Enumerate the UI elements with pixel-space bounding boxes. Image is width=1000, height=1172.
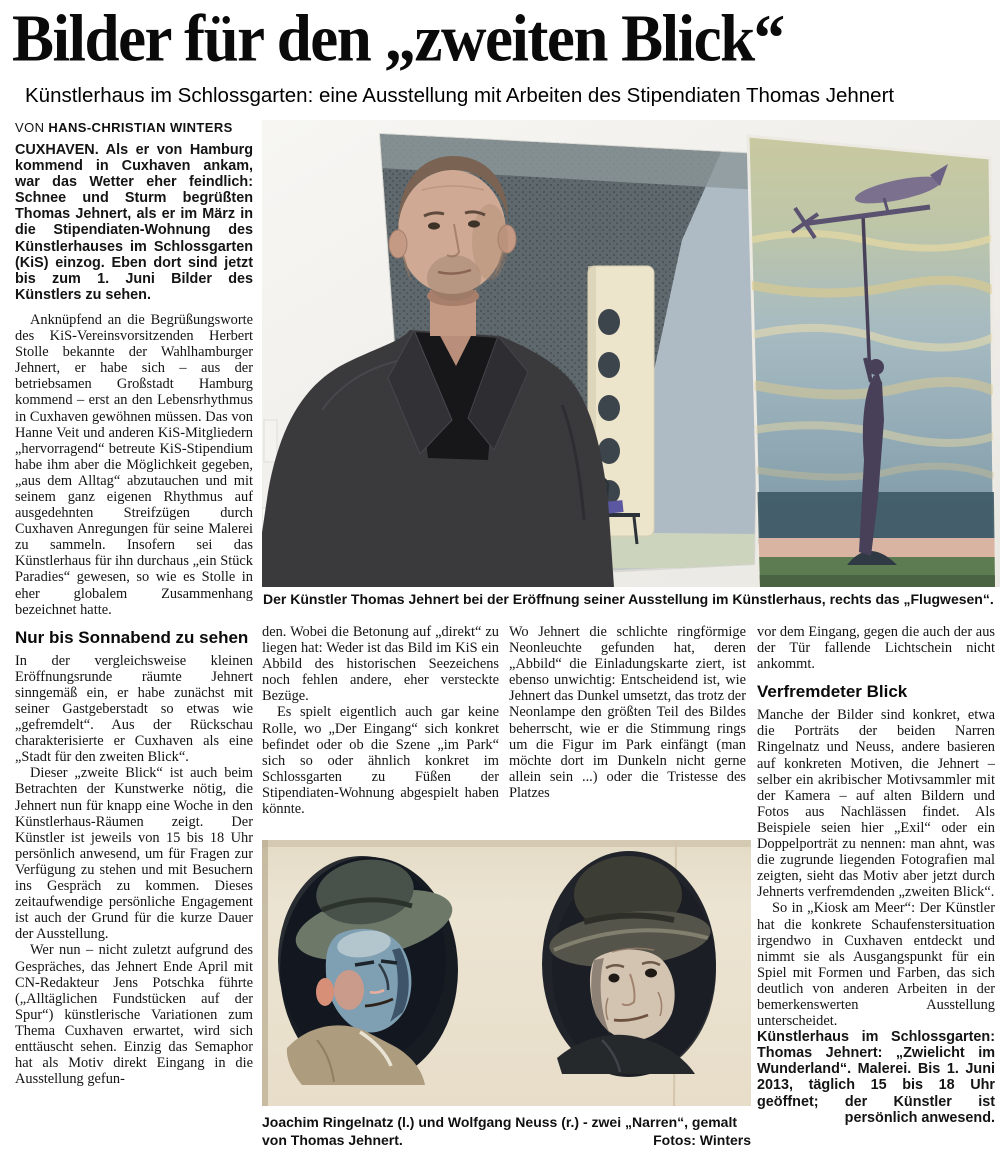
- article-column-1: [15, 120, 253, 1172]
- photo-portraits: [262, 840, 751, 1106]
- photo-caption-main: Der Künstler Thomas Jehnert bei der Eröffnung seiner Ausstellung im Künstlerhaus, rechts das „Flugwesen“.: [263, 591, 994, 607]
- photo-credit: Fotos: Winters: [653, 1131, 751, 1148]
- lead-paragraph: CUXHAVEN. Als er von Hamburg kommend in Cuxhaven ankam, war das Wetter eher feindlich: Schnee und Sturm begrüßten Thomas Jehnert, als er im März in die Stipendiaten-Wohnung des Künstlerhauses im Schlossgarten (KiS) einzog. Eben dort sind jetzt bis zum 1. Juni Bilder des Künstlers zu sehen.: [15, 142, 253, 303]
- headline: Bilder für den „zweiten Blick“: [12, 1, 784, 76]
- paragraph: So in „Kiosk am Meer“: Der Künstler hat die konkrete Schaufenstersituation irgendwo in Cuxhaven entdeckt und nimmt sie als Ausgangspunkt für ein Spiel mit Formen und Farben, das sich deutlich von anderen Arbeiten in der bemerkenswerten Ausstellung unterscheidet.: [757, 900, 995, 1030]
- section-subhead-sonnabend: Nur bis Sonnabend zu sehen: [15, 627, 249, 647]
- photo-caption-portraits: [262, 1114, 751, 1149]
- caption-text: Joachim Ringelnatz (l.) und Wolfgang Neuss (r.) - zwei „Narren“, gemalt von Thomas Jehnert.: [262, 1114, 738, 1148]
- byline-prefix: VON: [15, 120, 49, 135]
- section-subhead-verfremdeter-blick: Verfremdeter Blick: [757, 682, 908, 702]
- exhibition-info-box: Künstlerhaus im Schlossgarten: Thomas Jehnert: „Zwielicht im Wunderland“. Malerei. Bis 1. Juni 2013, täglich 15 bis 18 Uhr geöffnet; der Künstler ist persönlich anwesend.: [757, 1029, 995, 1126]
- photo-main-artist: [262, 120, 1000, 587]
- article-column-3: [509, 624, 746, 838]
- paragraph: Es spielt eigentlich auch gar keine Rolle, wo „Der Eingang“ sich konkret befindet oder ob die Szene „im Park“ sich so oder ähnlich konkret im Schlossgarten zu Füßen der Stipendiaten-Wohnung abgespielt haben könnte.: [262, 704, 499, 818]
- paragraph: Manche der Bilder sind konkret, etwa die Porträts der beiden Narren Ringelnatz und Neuss, andere basieren auf konkreten Motiven, die Jehnert – selber ein akribischer Motivsammler mit der Kamera – auf alten Bildern und Fotos aus Nachlässen findet. Als Beispiele seien hier „Exil“ oder ein Doppelporträt zu nennen: man ahnt, was die zugrunde liegenden Fotografien mal zeigten, sieht das Motiv aber jetzt durch Jehnerts verfremdenden „zweiten Blick“.: [757, 707, 995, 901]
- paragraph: vor dem Eingang, gegen die auch der aus der Tür fallende Lichtschein nicht ankommt.: [757, 624, 995, 673]
- portrait-neuss: [542, 851, 716, 1077]
- byline-author: HANS-CHRISTIAN WINTERS: [48, 120, 233, 135]
- article-column-4: [757, 624, 995, 1172]
- subheadline: Künstlerhaus im Schlossgarten: eine Ausstellung mit Arbeiten des Stipendiaten Thomas Jehnert: [25, 84, 895, 107]
- paragraph: Anknüpfend an die Begrüßungsworte des KiS-Vereinsvorsitzenden Herbert Stolle bekannte der Wahlhamburger Jehnert, er habe sich – aus der betriebsamen Großstadt Hamburg kommend – erst an den Lebensrhythmus in Cuxhaven gewöhnen müssen. Das von Hanne Veit und anderen KiS-Mitgliedern „hervorragend“ betreute KiS-Stipendium habe ihm aber die Möglichkeit gegeben, „aus dem Alltag“ abzutauchen und mit seinem ganz eigenen Rhythmus auf ausgedehnten Streifzügen durch Cuxhaven Anregungen für seine Malerei zu sammeln. Insofern sei das Künstlerhaus für ihn durchaus „ein Stück Paradies“ gewesen, so wie es Stolle in eher globalem Zusammenhang bezeichnet hatte.: [15, 311, 253, 618]
- paragraph: Wo Jehnert die schlichte ringförmige Neonleuchte gefunden hat, deren „Abbild“ die Einladungskarte ziert, ist ebenso unwichtig: Entscheidend ist, wie Jehnert das Dunkel umsetzt, das trotz der Neonlampe den größten Teil des Bildes beherrscht, wie er die Stimmung rings um die Figur im Park einfängt (man möchte dort im Dunkeln nicht gerne allein sein ...) oder die Tristesse des Platzes: [509, 624, 746, 801]
- paragraph: In der vergleichsweise kleinen Eröffnungsrunde räumte Jehnert sinngemäß ein, er habe zunächst mit seiner Gastgeberstadt so etwas wie „gefremdelt“. Aus der Rückschau charakterisierte er Cuxhaven als eine „Stadt für den zweiten Blick“.: [15, 652, 253, 766]
- article-column-2: [262, 624, 499, 838]
- paragraph: Wer nun – nicht zuletzt aufgrund des Gespräches, das Jehnert Ende April mit CN-Redakteur Jens Potschka führte („Alltäglichen Fundstücken auf der Spur“) künstlerische Variationen zum Thema Cuxhaven erwartet, wird sich enttäuscht sehen. Einzig das Semaphor hat als Motiv direkt Eingang in die Ausstellung gefun-: [15, 942, 253, 1088]
- byline: [15, 120, 253, 135]
- paragraph: den. Wobei die Betonung auf „direkt“ zu liegen hat: Weder ist das Bild im KiS ein Abbild des historischen Seezeichens noch fehlen andere, eher versteckte Bezüge.: [262, 624, 499, 705]
- paragraph: Dieser „zweite Blick“ ist auch beim Betrachten der Kunstwerke nötig, die Jehnert nun für knapp eine Woche in den Künstlerhaus-Räumen zeigt. Der Künstler ist jeweils von 15 bis 18 Uhr persönlich anwesend, um für Fragen zur Verfügung zu stehen und mit Besuchern ins Gespräch zu kommen. Dieses zeitaufwendige persönliche Engagement ist auch der Grund für die kurze Dauer der Ausstellung.: [15, 765, 253, 943]
- painting-flugwesen: [742, 136, 1000, 587]
- wall-outlet: [264, 420, 277, 462]
